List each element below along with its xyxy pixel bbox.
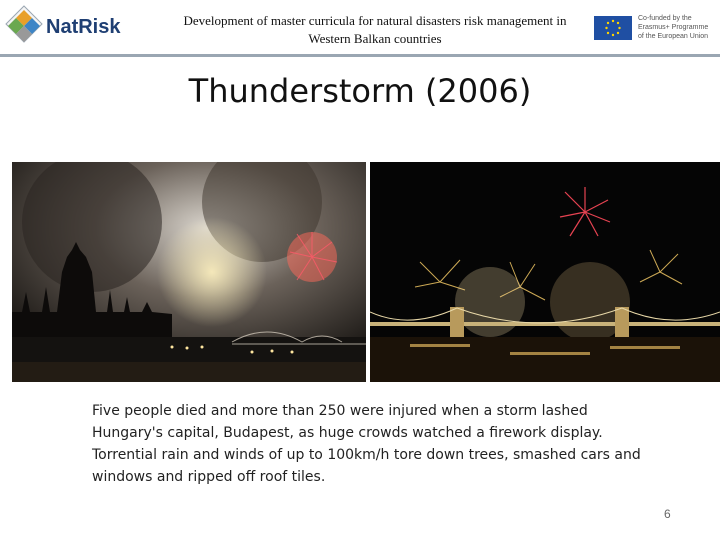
slide-title: Thunderstorm (2006)	[188, 72, 532, 110]
photo-parliament-storm	[12, 162, 366, 382]
eu-flag-icon	[594, 16, 632, 40]
eu-text	[638, 14, 708, 41]
logo-text: NatRisk	[46, 16, 121, 38]
page-number: 6	[664, 507, 671, 521]
natrisk-logo	[4, 4, 121, 50]
header-title-line-1: Development of master curricula for natural disasters risk management in	[183, 13, 567, 28]
eu-text-line-2: Erasmus+ Programme	[638, 24, 709, 31]
photo-chain-bridge-fireworks	[370, 162, 720, 382]
header-divider	[0, 54, 720, 57]
eu-text-line-1: Co-funded by the	[638, 15, 692, 22]
header-title-line-2: Western Balkan countries	[308, 31, 442, 46]
eu-text-line-3: of the European Union	[638, 33, 709, 40]
natrisk-emblem-icon	[4, 4, 44, 50]
eu-cofunding-badge	[594, 14, 716, 42]
header-title	[155, 12, 595, 48]
slide-caption: Five people died and more than 250 were injured when a storm lashed Hungary's capital, Budapest, as huge crowds watched a firework display. Torrential rain and winds of up to 100km/h tore down trees, smashed cars and windows and ripped off roof tiles.	[92, 403, 641, 485]
